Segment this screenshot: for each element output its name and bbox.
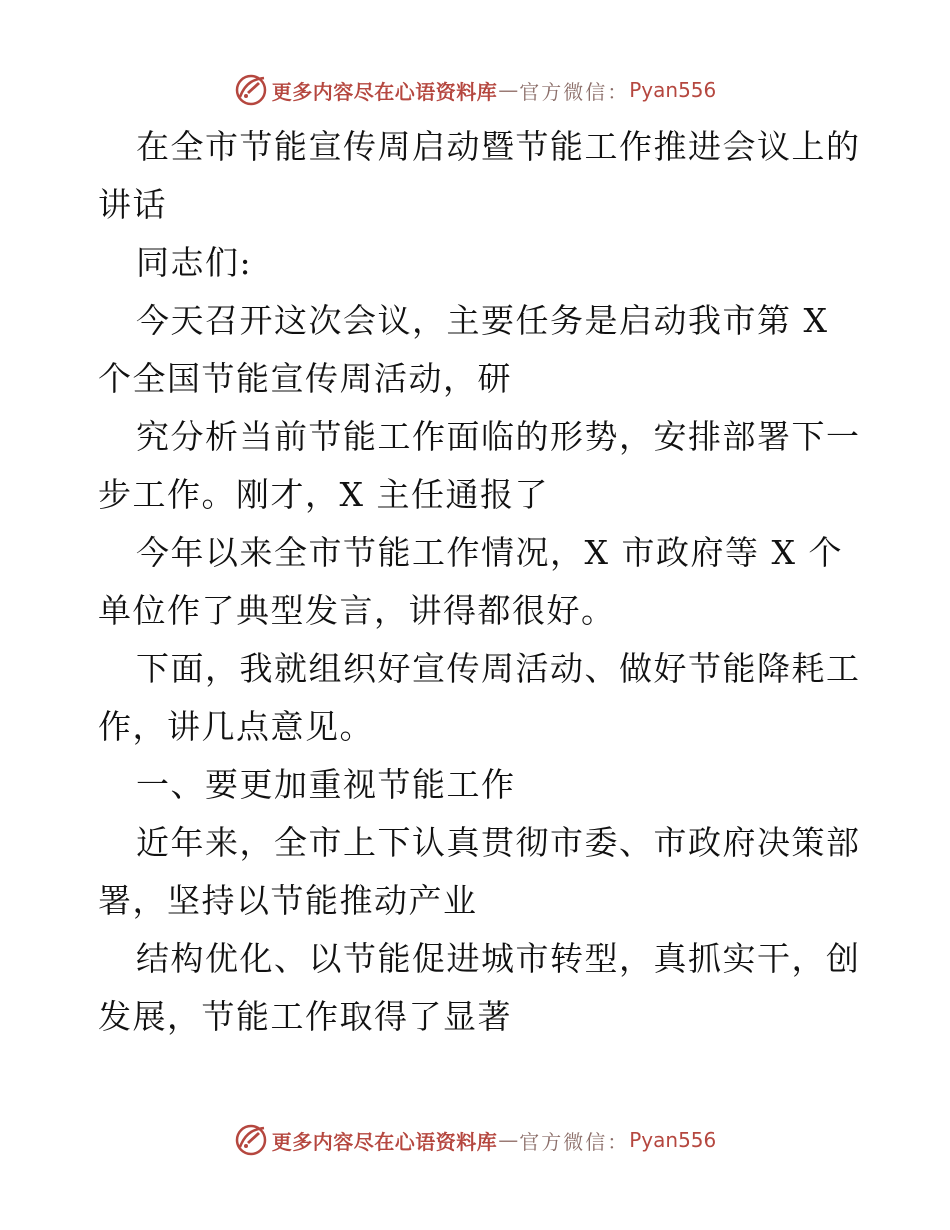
section-heading: 一、要更加重视节能工作 [136, 765, 516, 804]
doc-line: 在全市节能宣传周启动暨节能工作推进会议上的 [136, 127, 861, 166]
doc-line: 单位作了典型发言，讲得都很好。 [98, 591, 616, 630]
banner-wechat-label: 官方微信： [519, 79, 630, 104]
banner-site-text: 更多内容尽在心语资料库 [271, 1129, 498, 1154]
doc-line: 近年来，全市上下认真贯彻市委、市政府决策部 [136, 823, 861, 862]
doc-line: 今年以来全市节能工作情况，X 市政府等 X 个 [136, 533, 843, 572]
doc-line: 个全国节能宣传周活动，研 [98, 359, 512, 398]
header-watermark [0, 68, 950, 112]
doc-line: 讲话 [98, 185, 167, 224]
banner-dash: — [498, 78, 519, 102]
doc-line: 步工作。刚才，X 主任通报了 [98, 475, 549, 514]
banner-wechat-id: Pyan556 [629, 78, 717, 102]
doc-line: 署，坚持以节能推动产业 [98, 881, 478, 920]
pen-logo-icon [234, 73, 268, 107]
banner-site-text: 更多内容尽在心语资料库 [271, 79, 498, 104]
doc-line: 今天召开这次会议，主要任务是启动我市第 X [136, 301, 829, 340]
document-body [98, 118, 861, 1046]
doc-line: 结构优化、以节能促进城市转型，真抓实干，创 [136, 939, 861, 978]
doc-line: 究分析当前节能工作面临的形势，安排部署下一 [136, 417, 861, 456]
banner-dash: — [498, 1128, 519, 1152]
doc-line: 下面，我就组织好宣传周活动、做好节能降耗工 [136, 649, 861, 688]
banner-wechat-id: Pyan556 [629, 1128, 717, 1152]
pen-logo-icon [234, 1123, 268, 1157]
doc-line: 发展，节能工作取得了显著 [98, 997, 512, 1036]
footer-watermark [0, 1118, 950, 1162]
doc-line: 作，讲几点意见。 [98, 707, 374, 746]
doc-line: 同志们: [136, 243, 253, 282]
banner-wechat-label: 官方微信： [519, 1129, 630, 1154]
